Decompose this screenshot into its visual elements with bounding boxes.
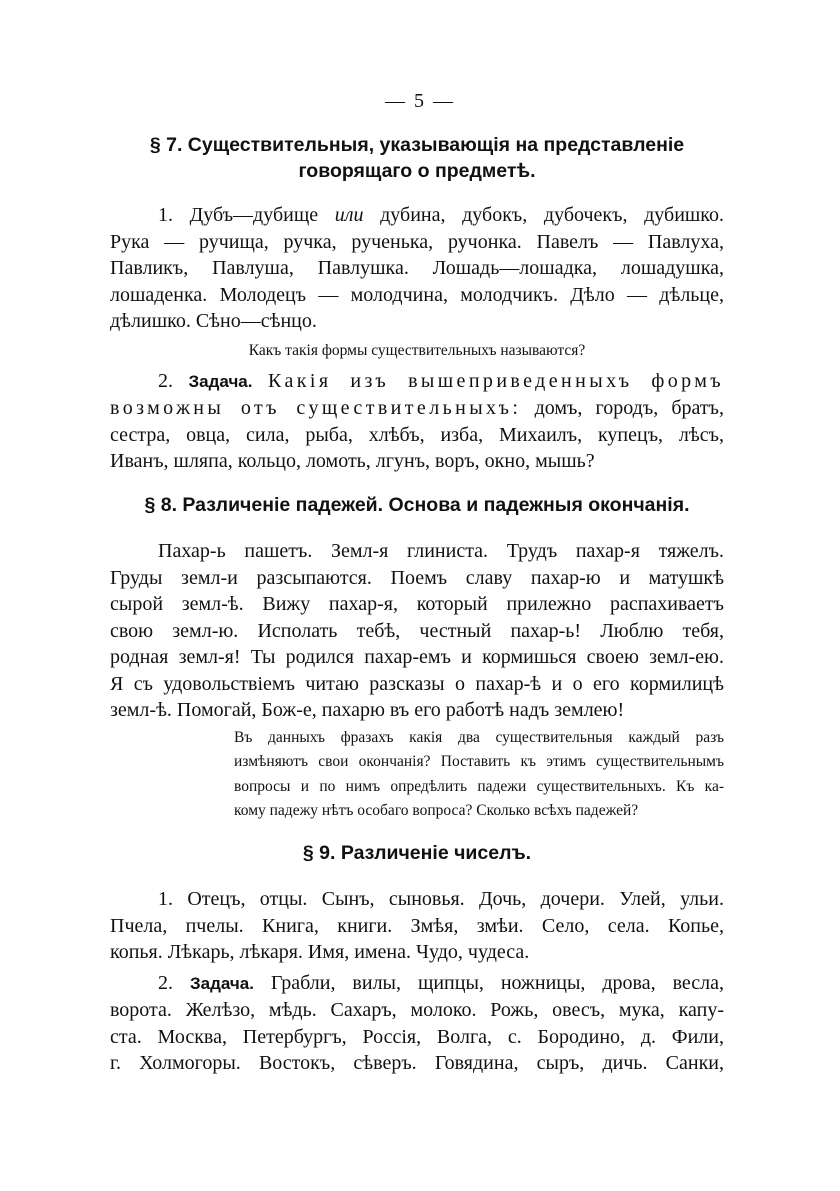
text-line: Груды земл-и разсыпаются. Поемъ славу пахар-ю и матушкѣ bbox=[110, 566, 724, 589]
text-line: Я съ удовольствіемъ читаю разсказы о пахар-ѣ и о его кормилицѣ bbox=[110, 672, 724, 695]
text-line bbox=[110, 970, 724, 998]
section-7-task bbox=[110, 368, 724, 475]
text-line: сырой земл-ѣ. Вижу пахар-я, который прилежно распахиваетъ bbox=[110, 593, 724, 615]
section-9-heading: § 9. Различеніе чиселъ. bbox=[302, 842, 532, 864]
text-fragment: дубина, дубокъ, дубочекъ, дубишко. bbox=[380, 204, 725, 226]
italic-word: или bbox=[334, 204, 364, 226]
section-8-paragraph bbox=[110, 538, 724, 724]
text-line: 1. Отецъ, отцы. Сынъ, сыновья. Дочь, дочери. Улей, ульи. bbox=[158, 888, 724, 910]
task-label: Задача. bbox=[188, 371, 253, 391]
text-fragment: 1. Дубъ—дубище bbox=[158, 204, 319, 226]
text-line: ворота. Желѣзо, мѣдь. Сахаръ, молоко. Рожь, овесъ, мука, капу- bbox=[110, 999, 724, 1021]
task-number: 2. bbox=[158, 971, 173, 994]
section-9 bbox=[110, 840, 724, 1077]
section-7-heading-line1: § 7. Существительныя, указывающія на представленіе bbox=[149, 134, 685, 156]
text-line: Пахар-ь пашетъ. Земл-я глиниста. Трудъ пахар-я тяжелъ. bbox=[158, 540, 724, 562]
text-line: сестра, овца, сила, рыба, хлѣбъ, изба, Михаилъ, купецъ, лѣсъ, bbox=[110, 423, 724, 446]
note-line: кому падежу нѣтъ особаго вопроса? Сколько всѣхъ падежей? bbox=[234, 802, 639, 819]
task-label: Задача. bbox=[189, 973, 254, 993]
section-7-heading bbox=[110, 132, 724, 184]
text-line bbox=[110, 395, 724, 422]
spaced-text: Какія изъ вышеприведенныхъ формъ bbox=[268, 369, 725, 392]
text-line: дѣлишко. Сѣно—сѣнцо. bbox=[110, 310, 317, 332]
section-7 bbox=[110, 132, 724, 475]
text-line bbox=[110, 202, 724, 229]
text-line: г. Холмогоры. Востокъ, сѣверъ. Говядина, сыръ, дичь. Санки, bbox=[110, 1052, 724, 1074]
section-9-task bbox=[110, 970, 724, 1077]
section-8-heading: § 8. Различеніе падежей. Основа и падежныя окончанія. bbox=[144, 494, 690, 516]
text-fragment: домъ, городъ, братъ, bbox=[534, 397, 725, 419]
note-line: измѣняютъ свои окончанія? Поставить къ этимъ существительнымъ bbox=[234, 753, 724, 770]
text-line: Павликъ, Павлуша, Павлушка. Лошадь—лошадка, лошадушка, bbox=[110, 257, 724, 279]
text-line: земл-ѣ. Помогай, Бож-е, пахарю въ его работѣ надъ землею! bbox=[110, 699, 625, 721]
section-7-paragraph-1 bbox=[110, 202, 724, 335]
text-line: Пчела, пчелы. Книга, книги. Змѣя, змѣи. Село, села. Копье, bbox=[110, 914, 724, 937]
text-line: ста. Москва, Петербургъ, Россія, Волга, с. Бородино, д. Фили, bbox=[110, 1025, 724, 1048]
text-line: копья. Лѣкарь, лѣкаря. Имя, имена. Чудо, чудеса. bbox=[110, 941, 530, 963]
text-line: Рука — ручища, ручка, рученька, ручонка. Павелъ — Павлуха, bbox=[110, 230, 724, 253]
note-line: Въ данныхъ фразахъ какія два существительныя каждый разъ bbox=[234, 728, 724, 746]
text-line bbox=[110, 368, 724, 396]
section-9-paragraph-1 bbox=[110, 886, 724, 966]
text-line: родная земл-я! Ты родился пахар-емъ и кормишься своею земл-ею. bbox=[110, 646, 724, 668]
page-number: — 5 — bbox=[385, 90, 455, 112]
text-line: Иванъ, шляпа, кольцо, ломоть, лгунъ, воръ, окно, мышь? bbox=[110, 450, 595, 472]
text-fragment: Грабли, вилы, щипцы, ножницы, дрова, весла, bbox=[270, 971, 725, 994]
note-line: вопросы и по нимъ опредѣлить падежи существительныхъ. Къ ка- bbox=[234, 777, 724, 795]
task-number: 2. bbox=[158, 369, 173, 392]
spaced-text: возможны отъ существительныхъ: bbox=[110, 397, 522, 419]
section-8-note bbox=[234, 726, 724, 824]
section-7-heading-line2: говорящаго о предметѣ. bbox=[298, 160, 536, 182]
section-8 bbox=[110, 492, 724, 824]
text-line: лошаденка. Молодецъ — молодчина, молодчикъ. Дѣло — дѣльце, bbox=[110, 283, 724, 306]
text-line: свою земл-ю. Исполать тебѣ, честный пахар-ь! Люблю тебя, bbox=[110, 619, 724, 642]
section-7-question: Какъ такія формы существительныхъ называются? bbox=[248, 341, 586, 359]
